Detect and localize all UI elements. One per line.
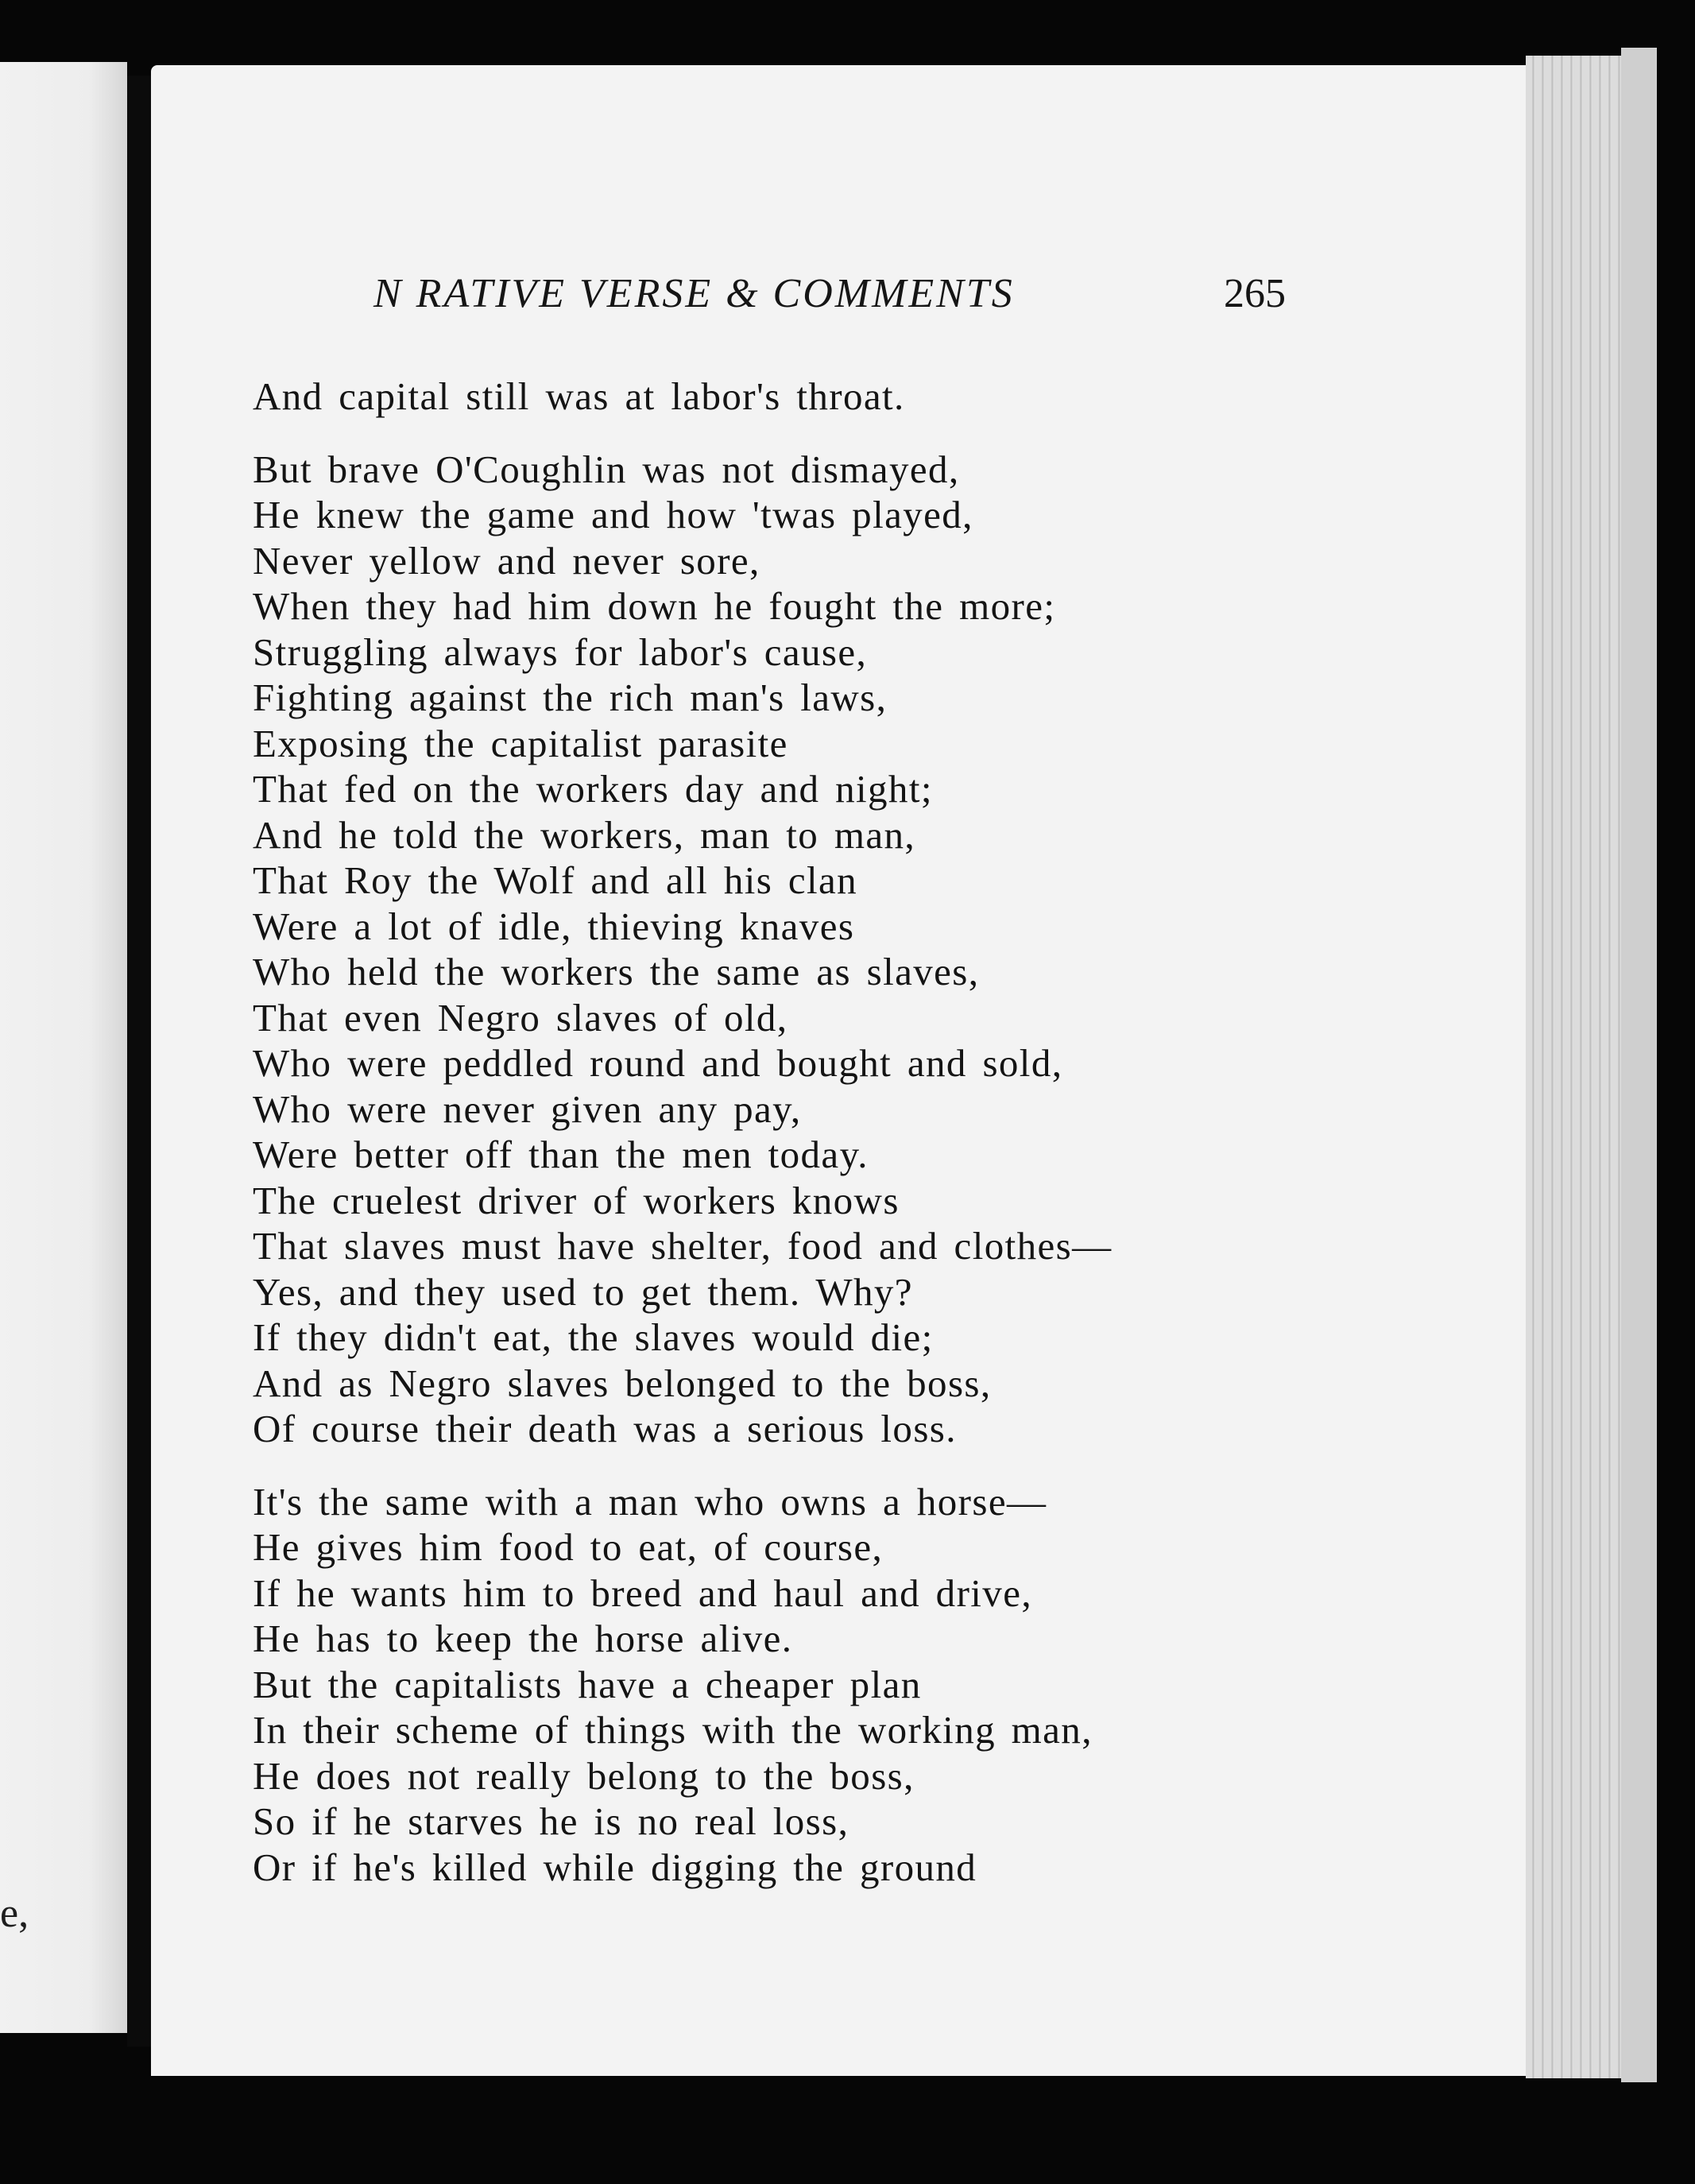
verse-line: Fighting against the rich man's laws, (253, 676, 888, 719)
verse-line: Were a lot of idle, thieving knaves (253, 904, 855, 948)
verse-line: He has to keep the horse alive. (253, 1617, 793, 1660)
verse-line: And capital still was at labor's throat. (253, 374, 905, 418)
verse-line: Were better off than the men today. (253, 1133, 869, 1176)
verse-line: If he wants him to breed and haul and drive, (253, 1570, 1032, 1615)
verse-line: That slaves must have shelter, food and clothes— (253, 1224, 1113, 1268)
verse-line: Of course their death was a serious loss. (253, 1407, 957, 1450)
verse-line: And as Negro slaves belonged to the boss, (253, 1361, 992, 1405)
verse-line: Who were never given any pay, (253, 1086, 802, 1131)
stanza (253, 1479, 1492, 1891)
verse-line: But the capitalists have a cheaper plan (253, 1662, 922, 1706)
verse-line: He knew the game and how 'twas played, (253, 493, 973, 536)
verse-line: Exposing the capitalist parasite (253, 721, 788, 765)
verse-line: Who held the workers the same as slaves, (253, 950, 980, 993)
running-head: N RATIVE VERSE & COMMENTS (373, 271, 1015, 316)
verse-line: So if he starves he is no real loss, (253, 1799, 849, 1843)
verse-line: It's the same with a man who owns a horse— (253, 1479, 1047, 1524)
verse-line: That fed on the workers day and night; (253, 767, 933, 811)
verse-body (253, 374, 1492, 1917)
verse-line: Or if he's killed while digging the ground (253, 1845, 977, 1889)
verse-line: If they didn't eat, the slaves would die; (253, 1315, 934, 1359)
verse-line: In their scheme of things with the working man, (253, 1708, 1093, 1752)
verse-line: That Roy the Wolf and all his clan (253, 858, 858, 902)
verse-line: Yes, and they used to get them. Why? (253, 1269, 913, 1314)
book-cover-edge (1621, 48, 1657, 2082)
stanza (253, 374, 1492, 420)
page-number: 265 (1224, 271, 1286, 316)
previous-page-fragment: e, (0, 1891, 29, 1936)
previous-page (0, 62, 127, 2033)
verse-line: Never yellow and never sore, (253, 538, 760, 583)
verse-line: He gives him food to eat, of course, (253, 1525, 884, 1569)
verse-line: But brave O'Coughlin was not dismayed, (253, 447, 960, 491)
stanza (253, 447, 1492, 1452)
verse-line: And he told the workers, man to man, (253, 812, 916, 857)
verse-line: The cruelest driver of workers knows (253, 1178, 900, 1222)
verse-line: When they had him down he fought the more; (253, 584, 1056, 628)
verse-line: Struggling always for labor's cause, (253, 629, 868, 674)
verse-line: Who were peddled round and bought and sold, (253, 1041, 1063, 1085)
verse-line: That even Negro slaves of old, (253, 995, 788, 1040)
verse-line: He does not really belong to the boss, (253, 1753, 915, 1798)
page-edges (1526, 56, 1621, 2078)
